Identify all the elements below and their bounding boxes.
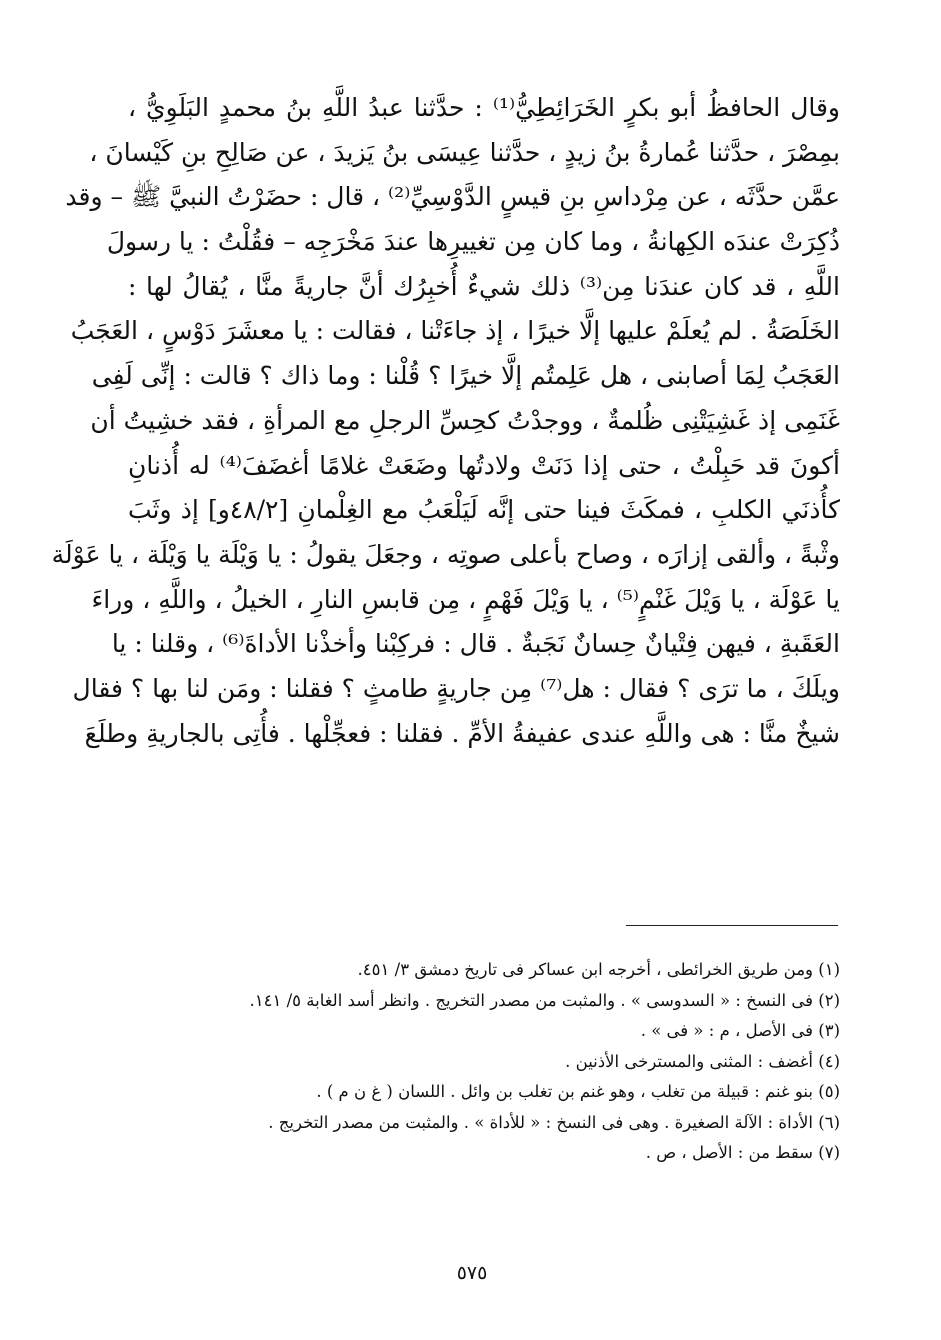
page-number: ٥٧٥ [456,1262,488,1284]
text-line: ذُكِرَتْ عندَه الكِهانةُ ، وما كان مِن تغييرِها عندَ مَخْرَجِه – فقُلْتُ : يا رسولَ [106,227,840,257]
text-line: يا عَوْلَة ، يا وَيْلَ غَنْمٍ⁽⁵⁾ ، يا وَيْلَ فَهْمٍ ، مِن قابسِ النارِ ، الخيلُ ، واللَّهِ ، وراءَ [91,584,840,614]
footnote: (٥) بنو غنم : قبيلة من تغلب ، وهو غنم بن تغلب بن وائل . اللسان ( غ ن م ) . [316,1082,840,1101]
footnote: (١) ومن طريق الخرائطى ، أخرجه ابن عساكر فى تاريخ دمشق ٣/ ٤٥١. [357,960,840,979]
main-text-block [51,86,840,756]
text-line: شيخٌ منَّا : هى واللَّهِ عندى عفيفةُ الأمِّ . فقلنا : فعجِّلْها . فأُتِى بالجاريةِ وطلَعَ [84,718,840,748]
text-line: وثْبةً ، وألقى إزارَه ، وصاح بأعلى صوتِه ، وجعَلَ يقولُ : يا وَيْلَة يا وَيْلَة ، يا عَوْلَة [51,539,840,569]
text-line: أكونَ قد حَبِلْتُ ، حتى إذا دَنَتْ ولادتُها وضَعَتْ غلامًا أغضَفَ⁽⁴⁾ له أُذنانِ [128,450,840,480]
footnote: (٣) فى الأصل ، م : « فى » . [640,1021,840,1040]
text-line: وقال الحافظُ أبو بكرٍ الخَرَائِطِيُّ⁽¹⁾ : حدَّثنا عبدُ اللَّهِ بنُ محمدٍ البَلَوِيُّ ، [128,93,840,122]
text-line: غَنَمِى إذ غَشِيَتْنِى ظُلمةٌ ، ووجدْتُ كحِسِّ الرجلِ مع المرأةِ ، فقد خشِيتُ أن [90,405,840,435]
text-line: الخَلَصَةُ . لم يُعلَمْ عليها إلَّا خيرًا ، إذ جاءَتْنا ، فقالت : يا معشَرَ دَوْسٍ ، العَجَبُ [70,316,840,346]
footnote: (٤) أغضف : المثنى والمسترخى الأذنين . [565,1051,840,1071]
text-line: ويلَكَ ، ما ترَى ؟ فقال : هل⁽⁷⁾ مِن جاريةٍ طامثٍ ؟ فقلنا : ومَن لنا بها ؟ فقال [72,673,840,703]
text-line: العَقَبةِ ، فيهن فِتْيانٌ حِسانٌ نَجَبةٌ . قال : فركِبْنا وأخذْنا الأداةَ⁽⁶⁾ ، وقلنا : يا [111,629,840,659]
footnotes-block [180,955,840,1169]
footnote: (٦) الأداة : الآلة الصغيرة . وهى فى النسخ : « للأداة » . والمثبت من مصدر التخريج . [268,1112,840,1132]
text-line: عمَّن حدَّثَه ، عن مِرْداسِ بنِ قيسٍ الدَّوْسِيِّ⁽²⁾ ، قال : حضَرْتُ النبيَّ ﷺ – وقد [65,182,840,212]
text-line: اللَّهِ ، قد كان عندَنا مِن⁽³⁾ ذلك شيءٌ أُخبِرُك أنَّ جاريةً منَّا ، يُقالُ لها : [128,271,840,301]
footnote: (٧) سقط من : الأصل ، ص . [645,1143,840,1162]
text-line: بمِصْرَ ، حدَّثنا عُمارةُ بنُ زيدٍ ، حدَّثنا عِيسَى بنُ يَزيدَ ، عن صَالِحِ بنِ كَيْسانَ ، [89,137,840,167]
text-line: كأُذنَي الكلبِ ، فمكَثَ فينا حتى إنَّه لَيَلْعَبُ مع الغِلْمانِ [٤٨/٢و] إذ وثَبَ [128,495,840,525]
footnote-divider [626,925,838,926]
text-line: العَجَبُ لِمَا أصابنى ، هل عَلِمتُم إلَّا خيرًا ؟ قُلْنا : وما ذاك ؟ قالت : إنِّى لَفِى [91,361,840,391]
footnote: (٢) فى النسخ : « السدوسى » . والمثبت من مصدر التخريج . وانظر أسد الغابة ٥/ ١٤١. [249,990,840,1010]
